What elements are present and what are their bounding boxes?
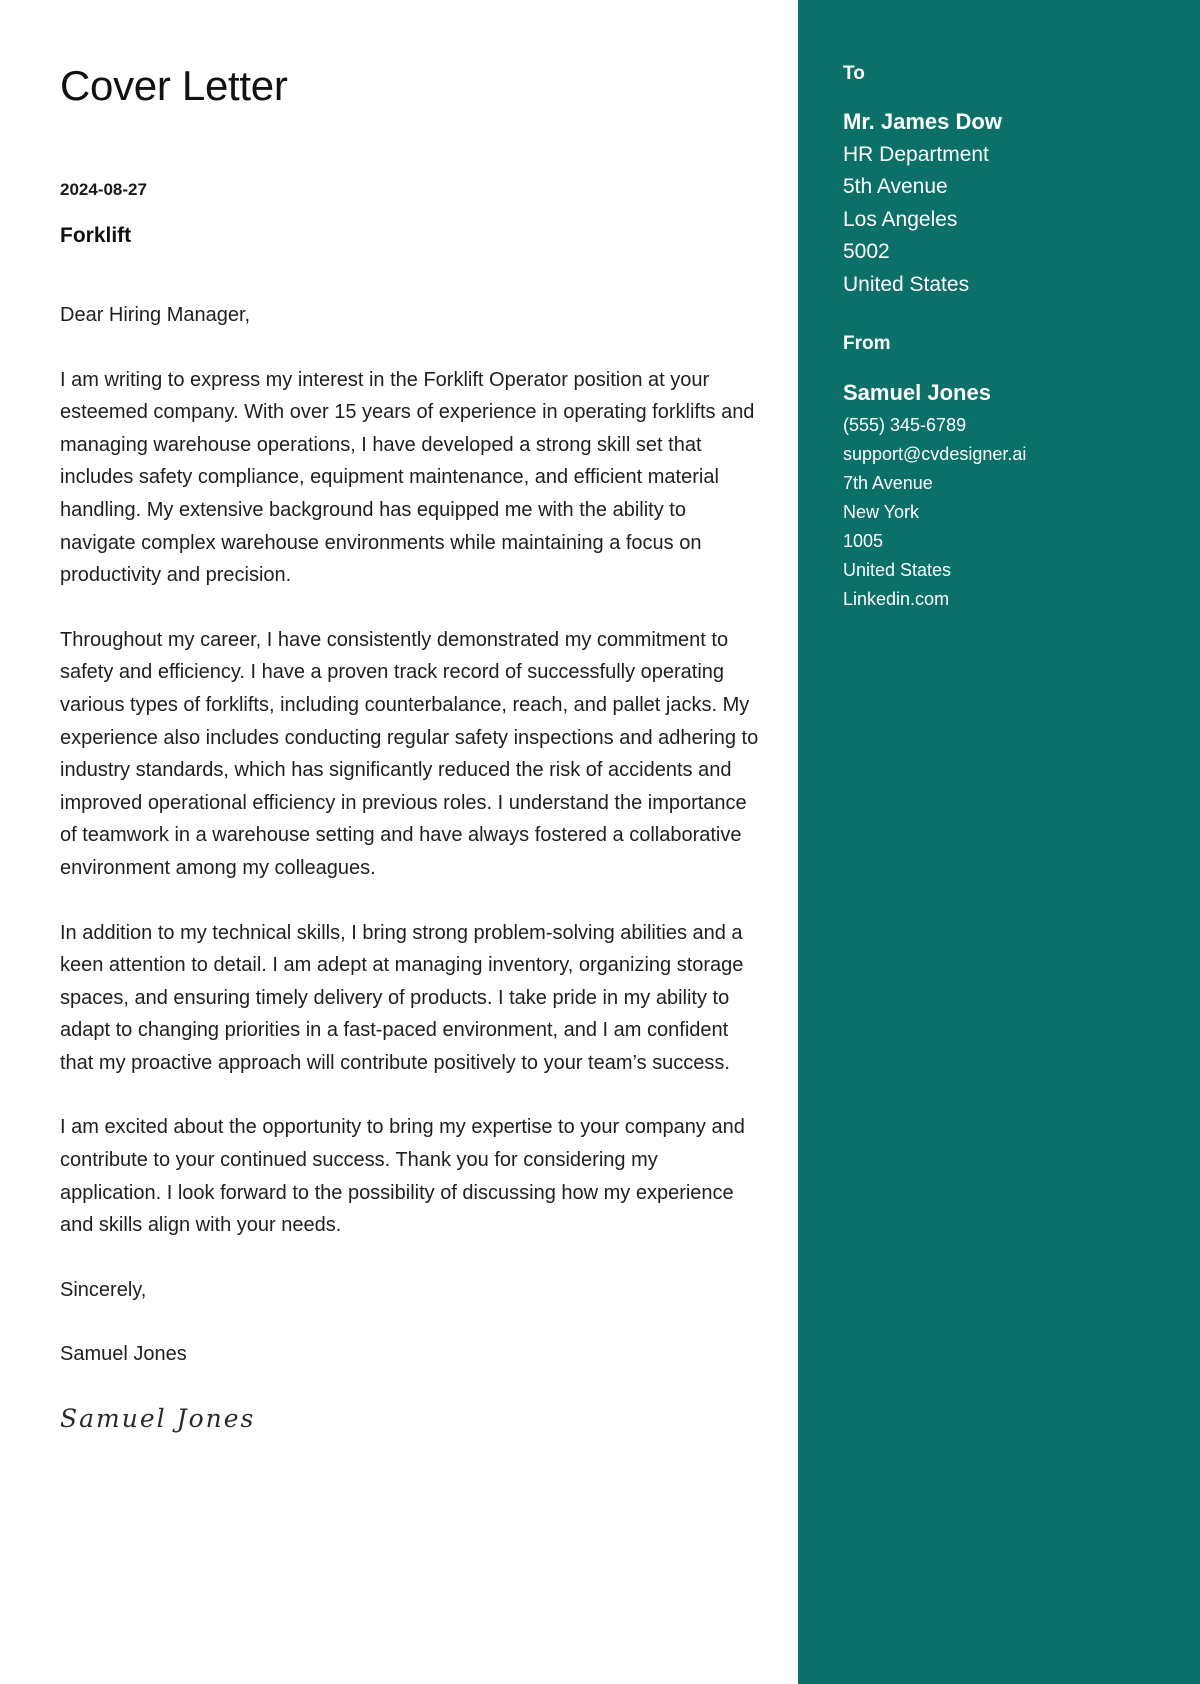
recipient-country: United States [843, 272, 970, 296]
sender-city: New York [843, 502, 920, 522]
letter-subject: Forklift [60, 224, 132, 247]
page-title: Cover Letter [60, 62, 288, 109]
recipient-department: HR Department [843, 142, 989, 166]
greeting: Dear Hiring Manager, [60, 304, 251, 326]
sender-street: 7th Avenue [843, 473, 933, 493]
sender-zip: 1005 [843, 531, 884, 551]
recipient-zip: 5002 [843, 240, 890, 263]
signature: Samuel Jones [60, 1404, 256, 1434]
paragraph-3: In addition to my technical skills, I bring strong problem-solving abilities and a keen attention to detail. I am adept at managing inventory, organizing storage spaces, and ensuring timely delivery of products. I take pride in my ability to adapt to changing priorities in a fast-paced environment, and I am confident that my proactive approach will contribute positively to your team’s success. [60, 921, 744, 1074]
sender-website[interactable]: Linkedin.com [843, 589, 950, 609]
contact-sidebar [798, 0, 1200, 1684]
letter-date: 2024-08-27 [60, 180, 147, 199]
closing-name: Samuel Jones [60, 1343, 187, 1366]
sender-phone: (555) 345-6789 [843, 415, 967, 435]
paragraph-4: I am excited about the opportunity to bring my expertise to your company and contribute to your continued success. Thank you for considering my application. I look forward to the possibility of discussing how my experience and skills align with your needs. [60, 1116, 745, 1237]
recipient-block [843, 106, 1002, 301]
sender-block [843, 376, 1026, 614]
recipient-name: Mr. James Dow [843, 109, 1002, 134]
paragraph-2: Throughout my career, I have consistently demonstrated my commitment to safety and efficiency. I have a proven track record of successfully operating various types of forklifts, including counterbalance, reach, and pallet jacks. My experience also includes conducting regular safety inspections and adhering to industry standards, which has significantly reduced the risk of accidents and improved operational efficiency in previous roles. I understand the importance of teamwork in a warehouse setting and have always fostered a collaborative environment among my colleagues. [60, 628, 759, 879]
closing: Sincerely, [60, 1278, 147, 1301]
to-label: To [843, 63, 865, 84]
letter-body [60, 299, 760, 1436]
sender-country: United States [843, 560, 952, 580]
recipient-city: Los Angeles [843, 207, 958, 231]
from-label: From [843, 333, 891, 354]
sender-name: Samuel Jones [843, 380, 991, 405]
sender-email[interactable]: support@cvdesigner.ai [843, 444, 1027, 464]
recipient-street: 5th Avenue [843, 175, 948, 198]
paragraph-1: I am writing to express my interest in the Forklift Operator position at your esteemed company. With over 15 years of experience in operating forklifts and managing warehouse operations, I have developed a strong skill set that includes safety compliance, equipment maintenance, and efficient material handling. My extensive background has equipped me with the ability to navigate complex warehouse environments while maintaining a focus on productivity and precision. [60, 368, 755, 587]
